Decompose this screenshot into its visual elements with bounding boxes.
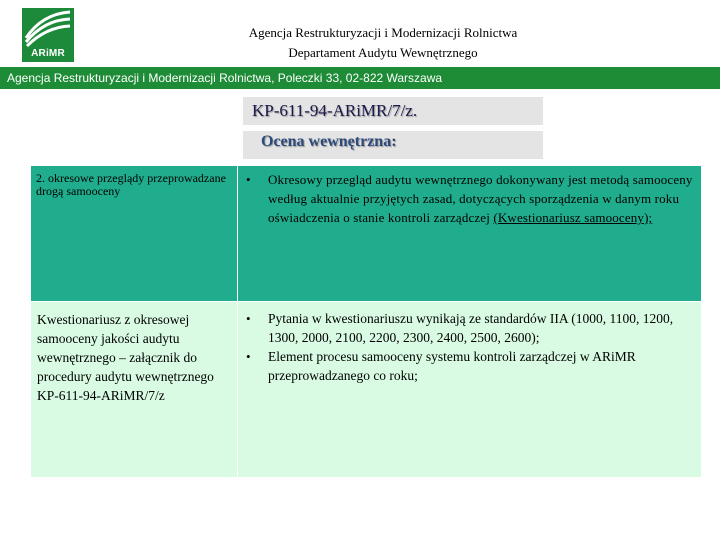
agency-name: Agencja Restrukturyzacji i Modernizacji Rolnictwa [248, 25, 518, 40]
department-name: Departament Audytu Wewnętrznego [288, 45, 478, 60]
logo-text: ARiMR [31, 48, 65, 59]
row-content-cell [238, 302, 702, 478]
list-item [238, 347, 695, 385]
document-code: KP-611-94-ARiMR/7/z. [243, 97, 543, 125]
row-label: Kwestionariusz z okresowej samooceny jakości audytu wewnętrznego – załącznik do procedury audytu wewnętrznego KP-611-94-ARiMR/7/z [37, 312, 214, 403]
list-item [238, 170, 695, 227]
document-subtitle: Ocena wewnętrzna: [243, 131, 543, 159]
bullet-icon: • [246, 311, 251, 326]
list-item-text: Pytania w kwestionariuszu wynikają ze standardów IIA (1000, 1100, 1200, 1300, 2000, 2100, 2200, 2300, 2400, 2500, 2600); [268, 311, 674, 345]
address-band: Agencja Restrukturyzacji i Modernizacji Rolnictwa, Poleczki 33, 02-822 Warszawa [0, 67, 720, 89]
bullet-icon: • [246, 172, 251, 187]
list-item-text: Element procesu samooceny systemu kontroli zarządczej w ARiMR przeprowadzanego co roku; [268, 349, 636, 383]
bullet-list [238, 166, 701, 227]
list-item [238, 309, 695, 347]
row-label: 2. okresowe przeglądy przeprowadzane drogą samooceny [36, 171, 226, 198]
table-row [31, 166, 702, 302]
row-content-cell [238, 166, 702, 302]
assessment-table [30, 165, 702, 478]
questionnaire-link: (Kwestionariusz samooceny); [493, 210, 653, 225]
bullet-list [238, 302, 701, 385]
row-label-cell [31, 166, 238, 302]
bullet-icon: • [246, 349, 251, 364]
list-item-text: Okresowy przegląd audytu wewnętrznego dokonywany jest metodą samooceny według aktualnie przyjętych zasad, dotyczących sporządzenia w danym roku oświadczenia o stanie kontroli zarządczej [268, 172, 693, 225]
row-label-cell [31, 302, 238, 478]
table-row [31, 302, 702, 478]
